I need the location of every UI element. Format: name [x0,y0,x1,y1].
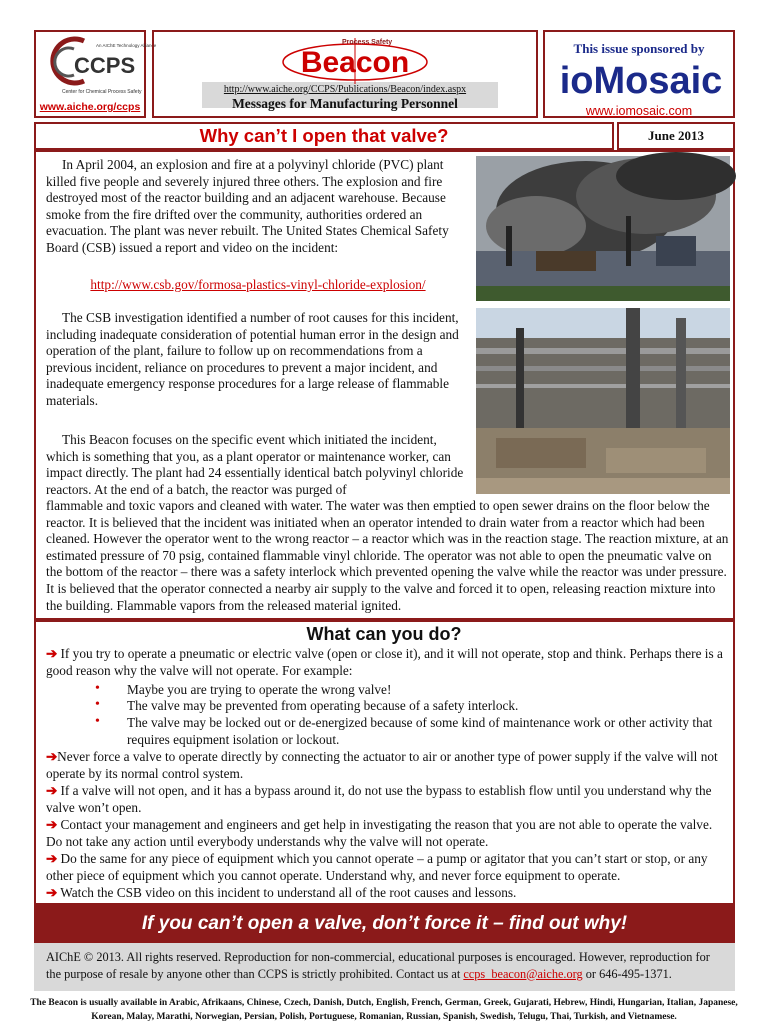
beacon-logo-text: Beacon [300,46,410,79]
languages-note: The Beacon is usually available in Arabic, Afrikaans, Chinese, Czech, Danish, Dutch, English, French, German, Greek, Gujarati, Hebrew, Hindi, Hungarian, Italian, Japanese, Korean, Malay, Marathi, Norwegian, Persian, Polish, Portuguese, Romanian, Russian, Spanish, Swedish, Telugu, Thai, Turkish, and Vietnamese. [30,998,738,1022]
sponsor-link[interactable]: www.iomosaic.com [585,104,693,118]
beacon-logo [280,34,430,84]
right-arrow-icon: ➔ [46,851,58,866]
article-title: Why can’t I open that valve? [199,125,449,146]
key-message: If you can’t open a valve, don’t force it – find out why! [141,913,628,934]
advice-4 [46,817,730,850]
ccps-logo [44,35,157,97]
article-paragraph-3b: flammable and toxic vapors and cleaned with water. The water was then emptied to open sewer drains on the floor below the reactor. It is believed that the incident was initiated when an operator intended to drain water from a reactor which had been cleaned. However the operator went to the wrong reactor – a reactor which was in the reaction stage. The reaction mixture, at an estimated pressure of 70 psig, contained flammable vinyl chloride. The operator was not able to open the pneumatic valve on the bottom of the reactor – there was a safety interlock which prevented opening the valve while the reactor was under pressure. It is believed that the operator connected a nearby air supply to the valve and forced it to open, releasing reaction mixture into the building. Flammable vapors from the released material ignited. [46,498,729,613]
advice-4-text: Contact your management and engineers and get help in investigating the reason that you are not able to operate the valve. Do not take any action until everybody understands why the valve will not operate. [46,817,713,849]
ccps-logo-text: CCPS [74,53,136,78]
ccps-header-box [34,30,157,118]
right-arrow-icon: ➔ [46,749,58,764]
right-arrow-icon: ➔ [46,817,58,832]
beacon-subtitle: Messages for Manufacturing Personnel [232,96,458,111]
bullet-3-text: The valve may be locked out or de-energized because of some kind of maintenance work or other activity that requires equipment isolation or lockout. [127,715,713,747]
explosion-smoke-photo [476,156,730,301]
advice-2-text: Never force a valve to operate directly by connecting the actuator to air or another type of power supply if the valve will not operate by its normal control system. [46,749,718,781]
advice-3 [46,783,730,816]
beacon-header-box [152,30,538,118]
ccps-link[interactable]: www.aiche.org/ccps [39,101,141,113]
ccps-tagline: An AIChE Technology Alliance [96,43,157,48]
bullet-icon: • [95,681,100,696]
sponsor-logo-text: ioMosaic [559,60,723,102]
beacon-url-link[interactable]: http://www.aiche.org/CCPS/Publications/Beacon/index.aspx [223,84,467,95]
what-can-you-do-title: What can you do? [306,624,462,644]
bullet-icon: • [95,697,100,712]
bullet-1-text: Maybe you are trying to operate the wrong valve! [127,682,392,697]
article-paragraph-2: The CSB investigation identified a number of root causes for this incident, including inadequate consideration of potential human error in the design and operation of the plant, failure to follow up on recommendations from a previous incident, reliance on procedures to prevent a major incident, and inadequate emergency response procedures for a large release of flammable materials. [46,310,459,408]
damaged-reactor-photo [476,308,730,494]
bullet-icon: • [95,714,100,729]
advice-6 [46,885,730,902]
csb-link[interactable]: http://www.csb.gov/formosa-plastics-vinyl-chloride-explosion/ [90,277,426,292]
advice-5-text: Do the same for any piece of equipment which you cannot operate – a pump or agitator that you can’t start or stop, or any other piece of equipment which you cannot operate. Understand why, and never force equipment to operate. [46,851,708,883]
advice-2 [46,749,730,782]
advice-1-text: If you try to operate a pneumatic or electric valve (open or close it), and it will not operate, stop and think. Perhaps there is a good reason why the valve will not operate. For example: [46,646,723,678]
article-paragraph-1: In April 2004, an explosion and fire at a polyvinyl chloride (PVC) plant killed five people and severely injured three others. The explosion and fire destroyed most of the reactor building and an adjacent warehouse. Because smoke from the fire drifted over the community, authorities ordered an evacuation. The plant was never rebuilt. The United States Chemical Safety Board (CSB) issued a report and video on the incident: [46,157,449,255]
beacon-logo-small: Process Safety [342,39,393,46]
advice-5 [46,851,730,884]
iomosaic-logo [551,56,731,102]
copyright-box [34,943,735,991]
sponsor-title: This issue sponsored by [573,41,705,56]
sponsor-box [543,30,735,118]
article-paragraph-3a: This Beacon focuses on the specific event which initiated the incident, which is something that you, as a plant operator or maintenance worker, can impact directly. The plant had 24 essentially identical batch polyvinyl chloride reactors. At the end of a batch, the reactor was purged of [46,432,464,497]
bullet-2-text: The valve may be prevented from operating because of a safety interlock. [127,698,519,713]
copyright-text: AIChE © 2013. All rights reserved. Reproduction for non-commercial, educational purposes is encouraged. However, reproduction for the purpose of resale by anyone other than CCPS is strictly prohibited. Contact us at [46,950,710,981]
advice-6-text: Watch the CSB video on this incident to understand all of the root causes and lessons. [60,885,517,900]
right-arrow-icon: ➔ [46,885,58,900]
ccps-caption: Center for Chemical Process Safety [62,89,142,95]
contact-email-link[interactable]: ccps_beacon@aiche.org [463,966,583,981]
advice-3-text: If a valve will not open, and it has a bypass around it, do not use the bypass to establish flow until you understand why the valve won’t open. [46,783,712,815]
title-box [34,122,614,150]
date-box [617,122,735,150]
right-arrow-icon: ➔ [46,646,58,661]
issue-date: June 2013 [648,128,704,143]
advice-1 [46,646,730,679]
contact-phone: or 646-495-1371. [585,966,672,981]
right-arrow-icon: ➔ [46,783,58,798]
key-message-banner [34,905,735,943]
